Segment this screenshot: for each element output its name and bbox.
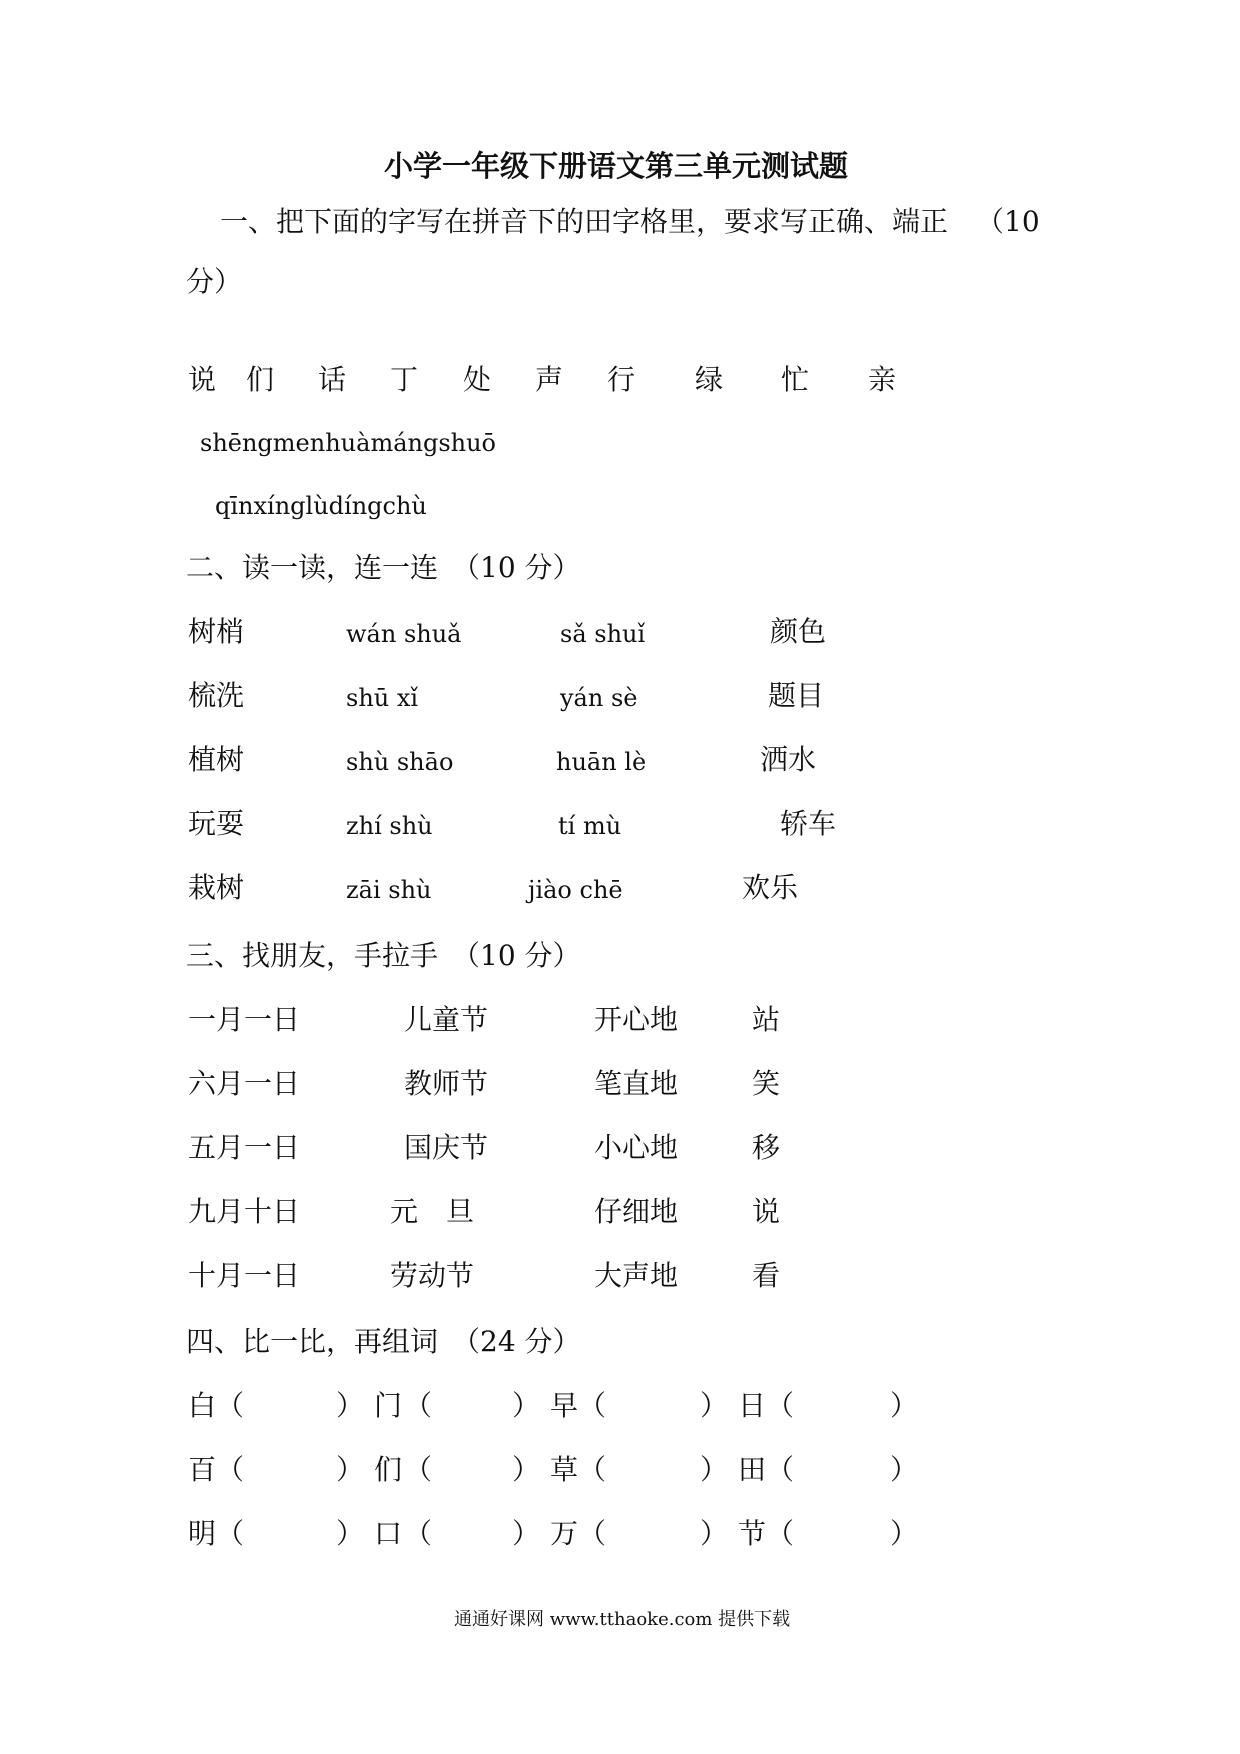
friends-cell: 笑 bbox=[752, 1067, 781, 1100]
match-cell: 玩耍 bbox=[188, 807, 245, 840]
paren-close: ） bbox=[700, 1389, 729, 1422]
friends-cell: 元 旦 bbox=[390, 1195, 475, 1228]
friends-cell: 五月一日 bbox=[188, 1131, 301, 1164]
match-cell: 题目 bbox=[768, 679, 825, 712]
paren-open: （ bbox=[216, 1517, 245, 1550]
char-item: 说 bbox=[188, 363, 217, 396]
paren-open: （ bbox=[578, 1389, 607, 1422]
paren-close: ） bbox=[700, 1517, 729, 1550]
friends-cell: 笔直地 bbox=[594, 1067, 679, 1100]
match-cell: jiào chē bbox=[528, 876, 623, 904]
friends-cell: 说 bbox=[752, 1195, 781, 1228]
char-item: 处 bbox=[463, 363, 492, 396]
paren-open: （ bbox=[216, 1389, 245, 1422]
compare-char: 草 bbox=[550, 1453, 579, 1486]
compare-char: 门 bbox=[374, 1389, 403, 1422]
friends-cell: 十月一日 bbox=[188, 1259, 301, 1292]
section1-heading: 一、把下面的字写在拼音下的田字格里，要求写正确、端正 bbox=[220, 205, 949, 238]
paren-close: ） bbox=[890, 1517, 919, 1550]
match-cell: zhí shù bbox=[346, 812, 433, 840]
section4-heading: 四、比一比，再组词 （24 分） bbox=[186, 1325, 581, 1358]
friends-cell: 仔细地 bbox=[594, 1195, 679, 1228]
compare-char: 明 bbox=[188, 1517, 217, 1550]
paren-open: （ bbox=[766, 1517, 795, 1550]
paren-open: （ bbox=[766, 1453, 795, 1486]
compare-char: 们 bbox=[374, 1453, 403, 1486]
match-cell: 颜色 bbox=[770, 615, 827, 648]
friends-cell: 一月一日 bbox=[188, 1003, 301, 1036]
paren-open: （ bbox=[216, 1453, 245, 1486]
page-title: 小学一年级下册语文第三单元测试题 bbox=[384, 149, 849, 183]
match-cell: shù shāo bbox=[346, 748, 454, 776]
match-cell: 栽树 bbox=[188, 871, 245, 904]
paren-open: （ bbox=[404, 1453, 433, 1486]
section3-heading: 三、找朋友，手拉手 （10 分） bbox=[186, 939, 581, 972]
paren-close: ） bbox=[336, 1389, 365, 1422]
match-cell: 树梢 bbox=[188, 615, 245, 648]
section1-heading-cont: 分） bbox=[186, 265, 243, 298]
match-cell: 梳洗 bbox=[188, 679, 245, 712]
match-cell: 植树 bbox=[188, 743, 245, 776]
char-item: 行 bbox=[607, 363, 636, 396]
section1-points: （10 bbox=[976, 205, 1040, 238]
friends-cell: 六月一日 bbox=[188, 1067, 301, 1100]
match-cell: tí mù bbox=[558, 812, 622, 840]
compare-char: 口 bbox=[374, 1517, 403, 1550]
friends-cell: 看 bbox=[752, 1259, 781, 1292]
paren-close: ） bbox=[512, 1389, 541, 1422]
section2-heading: 二、读一读，连一连 （10 分） bbox=[186, 551, 581, 584]
page-footer: 通通好课网 www.tthaoke.com 提供下载 bbox=[454, 1609, 791, 1630]
match-cell: 欢乐 bbox=[742, 871, 799, 904]
compare-char: 百 bbox=[188, 1453, 217, 1486]
match-cell: 轿车 bbox=[780, 807, 837, 840]
match-cell: huān lè bbox=[556, 748, 647, 776]
compare-char: 早 bbox=[550, 1389, 579, 1422]
pinyin-row: shēngmenhuàmángshuō bbox=[200, 429, 497, 457]
friends-cell: 劳动节 bbox=[390, 1259, 475, 1292]
paren-close: ） bbox=[700, 1453, 729, 1486]
paren-close: ） bbox=[512, 1517, 541, 1550]
char-item: 忙 bbox=[781, 363, 810, 396]
paren-close: ） bbox=[336, 1517, 365, 1550]
friends-cell: 开心地 bbox=[594, 1003, 679, 1036]
char-item: 绿 bbox=[695, 363, 724, 396]
compare-char: 节 bbox=[738, 1517, 767, 1550]
paren-close: ） bbox=[336, 1453, 365, 1486]
friends-cell: 国庆节 bbox=[404, 1131, 489, 1164]
paren-open: （ bbox=[404, 1389, 433, 1422]
char-item: 丁 bbox=[390, 363, 419, 396]
match-cell: wán shuǎ bbox=[346, 620, 462, 648]
match-cell: shū xǐ bbox=[346, 684, 419, 712]
paren-open: （ bbox=[578, 1453, 607, 1486]
pinyin-row: qīnxínglùdíngchù bbox=[215, 492, 427, 520]
compare-char: 日 bbox=[738, 1389, 767, 1422]
friends-cell: 儿童节 bbox=[404, 1003, 489, 1036]
friends-cell: 教师节 bbox=[404, 1067, 489, 1100]
compare-char: 万 bbox=[550, 1517, 579, 1550]
match-cell: zāi shù bbox=[346, 876, 432, 904]
match-cell: yán sè bbox=[560, 684, 638, 712]
friends-cell: 移 bbox=[752, 1131, 781, 1164]
paren-open: （ bbox=[766, 1389, 795, 1422]
char-item: 声 bbox=[535, 363, 564, 396]
char-item: 们 bbox=[246, 363, 275, 396]
compare-char: 田 bbox=[738, 1453, 767, 1486]
friends-cell: 九月十日 bbox=[188, 1195, 301, 1228]
char-item: 亲 bbox=[868, 363, 897, 396]
paren-close: ） bbox=[512, 1453, 541, 1486]
friends-cell: 站 bbox=[752, 1003, 781, 1036]
match-cell: sǎ shuǐ bbox=[560, 620, 646, 648]
friends-cell: 小心地 bbox=[594, 1131, 679, 1164]
match-cell: 洒水 bbox=[760, 743, 817, 776]
paren-open: （ bbox=[404, 1517, 433, 1550]
compare-char: 白 bbox=[188, 1389, 217, 1422]
friends-cell: 大声地 bbox=[594, 1259, 679, 1292]
char-item: 话 bbox=[318, 363, 347, 396]
paren-close: ） bbox=[890, 1389, 919, 1422]
paren-close: ） bbox=[890, 1453, 919, 1486]
paren-open: （ bbox=[578, 1517, 607, 1550]
